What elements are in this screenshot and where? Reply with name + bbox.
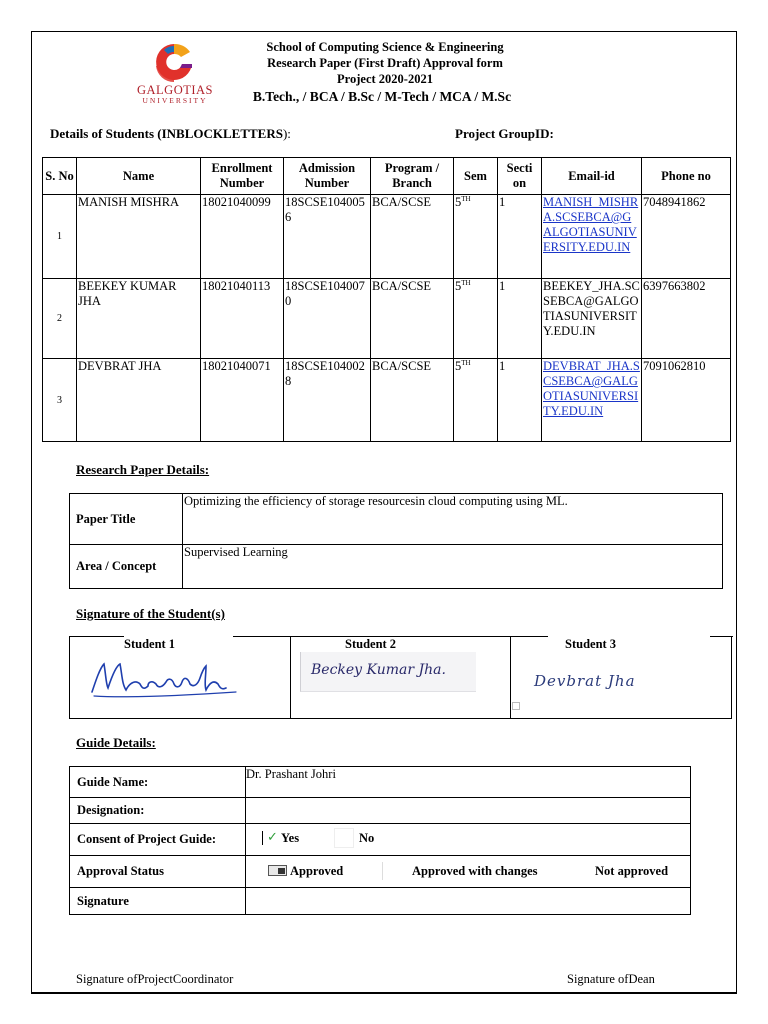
approval-label: Approval Status xyxy=(70,856,246,888)
not-approved-label: Not approved xyxy=(595,864,669,878)
guide-name-label: Guide Name: xyxy=(70,767,246,798)
header-section: Secti on xyxy=(498,158,542,195)
header-sno: S. No xyxy=(43,158,77,195)
project-year: Project 2020-2021 xyxy=(337,72,433,86)
consent-wrap xyxy=(246,824,690,855)
approval-options xyxy=(246,856,691,888)
approved-label: Approved xyxy=(290,864,344,878)
guide-signature-label: Signature xyxy=(70,888,246,915)
row-program: BCA/SCSE xyxy=(371,195,454,279)
row-name: BEEKEY KUMAR JHA xyxy=(77,279,201,359)
table-header-row xyxy=(43,158,731,195)
table-row xyxy=(43,195,731,279)
consent-no-label: No xyxy=(359,831,375,845)
row-sno: 1 xyxy=(43,195,77,279)
header-admission: Admission Number xyxy=(284,158,371,195)
logo-wordmark: GALGOTIAS xyxy=(136,83,214,97)
guide-name-row xyxy=(70,767,691,798)
row-program: BCA/SCSE xyxy=(371,279,454,359)
no-checkbox[interactable] xyxy=(334,828,354,848)
approved-changes-label: Approved with changes xyxy=(412,864,538,878)
row-phone: 7091062810 xyxy=(642,359,731,442)
university-logo xyxy=(130,40,220,106)
row-sem xyxy=(454,195,498,279)
student2-signature-image xyxy=(300,652,476,692)
guide-signature-row xyxy=(70,888,691,915)
header-program: Program / Branch xyxy=(371,158,454,195)
paper-title-row xyxy=(70,494,723,545)
email-link[interactable]: MANISH_MISHRA.SCSEBCA@GALGOTIASUNIVERSITY.EDU.IN xyxy=(543,195,639,254)
student-signature-heading: Signature of the Student(s) xyxy=(76,606,225,621)
row-admission: 18SCSE1040070 xyxy=(284,279,371,359)
paper-title-label: Paper Title xyxy=(70,494,183,545)
school-title: School of Computing Science & Engineering xyxy=(266,40,504,54)
designation-label: Designation: xyxy=(70,798,246,824)
student-details-label xyxy=(50,126,291,142)
row-section: 1 xyxy=(498,359,542,442)
form-title: Research Paper (First Draft) Approval form xyxy=(267,56,503,70)
row-email xyxy=(542,279,642,359)
details-prefix: Details of Students ( xyxy=(50,126,162,141)
sem-value: 5 xyxy=(455,279,462,293)
signature-divider xyxy=(510,636,511,718)
header-sem: Sem xyxy=(454,158,498,195)
sem-suffix: TH xyxy=(461,195,471,203)
designation-row xyxy=(70,798,691,824)
row-phone: 6397663802 xyxy=(642,279,731,359)
sem-value: 5 xyxy=(455,195,462,209)
area-value[interactable]: Supervised Learning xyxy=(183,545,723,589)
row-sem xyxy=(454,279,498,359)
project-group-id-label: Project GroupID: xyxy=(455,126,554,141)
consent-row xyxy=(70,824,691,856)
galgotias-g-logo-icon xyxy=(150,40,198,84)
header-email: Email-id xyxy=(542,158,642,195)
consent-label: Consent of Project Guide: xyxy=(70,824,246,856)
consent-options xyxy=(246,824,691,856)
row-sno: 2 xyxy=(43,279,77,359)
consent-yes-label: Yes xyxy=(281,831,300,845)
students-table xyxy=(42,157,731,442)
approved-changes-checkbox[interactable] xyxy=(382,862,383,880)
coordinator-signature-label: Signature ofProjectCoordinator xyxy=(76,972,234,986)
approval-wrap xyxy=(246,856,690,887)
table-row xyxy=(43,359,731,442)
signature-box xyxy=(69,636,732,719)
programs-line: B.Tech., / BCA / B.Sc / M-Tech / MCA / M.Sc xyxy=(252,89,512,104)
scanner-mark-icon xyxy=(512,702,520,710)
sem-suffix: TH xyxy=(461,359,471,367)
logo-subtitle: UNIVERSITY xyxy=(142,96,208,105)
row-phone: 7048941862 xyxy=(642,195,731,279)
details-suffix: ): xyxy=(282,126,291,141)
sem-suffix: TH xyxy=(461,279,471,287)
header-name: Name xyxy=(77,158,201,195)
student3-signature-text: Devbrat Jha xyxy=(534,672,636,690)
row-enrollment: 18021040099 xyxy=(201,195,284,279)
table-row xyxy=(43,279,731,359)
row-sem xyxy=(454,359,498,442)
student1-signature-image xyxy=(86,654,246,700)
row-name: DEVBRAT JHA xyxy=(77,359,201,442)
row-admission: 18SCSE1040028 xyxy=(284,359,371,442)
approval-row xyxy=(70,856,691,888)
header-enrollment: Enrollment Number xyxy=(201,158,284,195)
row-email xyxy=(542,359,642,442)
designation-value[interactable] xyxy=(246,798,691,824)
guide-details-heading: Guide Details: xyxy=(76,735,156,750)
header-phone: Phone no xyxy=(642,158,731,195)
details-block-letters: INBLOCKLETTERS xyxy=(161,126,283,141)
guide-name-value[interactable]: Dr. Prashant Johri xyxy=(246,767,691,798)
paper-title-value[interactable]: Optimizing the efficiency of storage resourcesin cloud computing using ML. xyxy=(183,494,723,545)
student2-label: Student 2 xyxy=(345,637,397,651)
sig-rule xyxy=(70,636,124,637)
row-enrollment: 18021040071 xyxy=(201,359,284,442)
area-label: Area / Concept xyxy=(70,545,183,589)
signature-divider xyxy=(290,636,291,718)
row-email xyxy=(542,195,642,279)
row-name: MANISH MISHRA xyxy=(77,195,201,279)
guide-details-table xyxy=(69,766,691,915)
dean-signature-label: Signature ofDean xyxy=(567,972,655,986)
row-section: 1 xyxy=(498,279,542,359)
sig-rule xyxy=(710,636,733,637)
row-enrollment: 18021040113 xyxy=(201,279,284,359)
guide-signature-value[interactable] xyxy=(246,888,691,915)
email-link[interactable]: DEVBRAT_JHA.SCSEBCA@GALGOTIASUNIVERSITY.EDU.IN xyxy=(543,359,640,418)
checkbox-edge xyxy=(262,831,263,845)
student1-label: Student 1 xyxy=(124,637,176,651)
row-section: 1 xyxy=(498,195,542,279)
area-row xyxy=(70,545,723,589)
row-program: BCA/SCSE xyxy=(371,359,454,442)
student2-signature-text: Beckey Kumar Jha. xyxy=(311,662,446,678)
yes-checkmark-icon[interactable]: ✓ xyxy=(267,829,278,844)
student3-signature-image xyxy=(512,656,712,712)
row-sno: 3 xyxy=(43,359,77,442)
sem-value: 5 xyxy=(455,359,462,373)
student3-label: Student 3 xyxy=(565,637,617,651)
row-admission: 18SCSE1040056 xyxy=(284,195,371,279)
paper-details-table xyxy=(69,493,723,589)
research-paper-heading: Research Paper Details: xyxy=(76,462,210,477)
approved-mark-icon xyxy=(278,868,285,874)
approved-checkbox[interactable] xyxy=(268,865,287,876)
email-text: BEEKEY_JHA.SCSEBCA@GALGOTIASUNIVERSITY.EDU.IN xyxy=(543,279,640,338)
